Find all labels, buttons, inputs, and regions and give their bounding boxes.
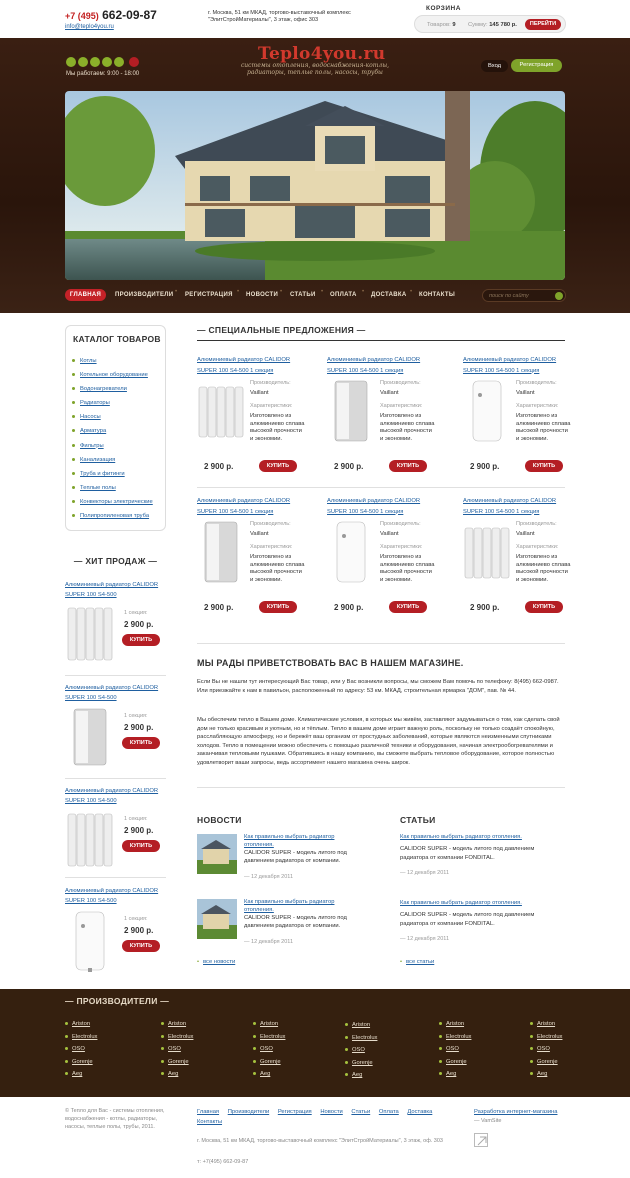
article-text: CALIDOR SUPER - модель литого под давлением радиатора от компании FONDITAL.: [400, 912, 535, 927]
producer-link[interactable]: Gorenje: [439, 1059, 519, 1072]
catalog-item[interactable]: [72, 485, 153, 499]
footer-link[interactable]: Оплата: [378, 1109, 399, 1115]
product-price: 2 900 р.: [204, 462, 234, 471]
buy-button[interactable]: КУПИТЬ: [525, 601, 563, 613]
catalog-item[interactable]: [72, 513, 153, 527]
nav-item-payment[interactable]: ОПЛАТА: [330, 292, 357, 298]
nav-item-contacts[interactable]: КОНТАКТЫ: [419, 292, 456, 298]
site-slogan: системы отопления, водоснабжения-котлы, радиаторы, теплые полы, насосы, трубы: [240, 62, 390, 76]
producer-link[interactable]: Electrolux: [530, 1034, 610, 1047]
footer-link[interactable]: Доставка: [407, 1109, 433, 1115]
all-articles-label[interactable]: все статьи: [406, 959, 435, 965]
social-icon[interactable]: [78, 57, 88, 67]
producer-link[interactable]: Ariston: [439, 1021, 519, 1034]
producer-link[interactable]: Aeg: [161, 1071, 241, 1084]
radiator-image[interactable]: [66, 810, 114, 870]
specials-title: — СПЕЦИАЛЬНЫЕ ПРЕДЛОЖЕНИЯ —: [197, 325, 366, 335]
footer-link[interactable]: Новости: [320, 1109, 343, 1115]
hit-item: [65, 580, 175, 680]
producer-link[interactable]: Electrolux: [345, 1035, 425, 1048]
buy-button[interactable]: КУПИТЬ: [525, 460, 563, 472]
producers-column: [253, 1021, 333, 1084]
buy-button[interactable]: КУПИТЬ: [259, 601, 297, 613]
producers-column: [439, 1021, 519, 1084]
specials-title-text: СПЕЦИАЛЬНЫЕ ПРЕДЛОЖЕНИЯ: [208, 325, 355, 335]
hit-name[interactable]: Алюминиевый радиатор CALIDOR SUPER 100 S4-500: [65, 788, 159, 804]
producer-link[interactable]: OSO: [345, 1047, 425, 1060]
hit-name[interactable]: Алюминиевый радиатор CALIDOR SUPER 100 S4-500: [65, 888, 159, 904]
maker-label: Производитель:: [516, 521, 557, 527]
cart-sum-label: Сумму:: [468, 22, 488, 28]
all-articles-link[interactable]: [400, 959, 434, 965]
catalog-item-label[interactable]: Водонагреватели: [80, 386, 127, 393]
producer-link[interactable]: OSO: [65, 1046, 145, 1059]
catalog-item-label[interactable]: Арматура: [80, 428, 107, 435]
buy-button[interactable]: КУПИТЬ: [389, 601, 427, 613]
nav-item-news[interactable]: НОВОСТИ: [246, 292, 279, 298]
producer-link[interactable]: Electrolux: [439, 1034, 519, 1047]
product-name[interactable]: Алюминиевый радиатор CALIDOR SUPER 100 S4-500 1 секция: [327, 498, 421, 515]
char-label: Характеристики:: [380, 403, 423, 409]
producer-link[interactable]: Electrolux: [65, 1034, 145, 1047]
catalog-item-label[interactable]: Труба и фитинги: [80, 470, 125, 477]
producer-link[interactable]: Aeg: [65, 1071, 145, 1084]
cart-sum: [468, 22, 517, 28]
product-price: 2 900 р.: [470, 462, 500, 471]
maker-label: Производитель:: [516, 380, 557, 386]
boiler-image[interactable]: [197, 518, 245, 586]
producer-link[interactable]: Aeg: [530, 1071, 610, 1084]
nav-item-delivery[interactable]: ДОСТАВКА: [371, 292, 407, 298]
radiator-image[interactable]: [66, 604, 114, 664]
char-value: Изготовлено из алюминиево сплава высокой прочности и экономии.: [250, 554, 305, 583]
nav-item-registration[interactable]: РЕГИСТРАЦИЯ: [185, 292, 233, 298]
news-text: CALIDOR SUPER - модель литого под давлением радиатора от компании.: [244, 915, 347, 929]
social-icon[interactable]: [90, 57, 100, 67]
nav-item-producers[interactable]: ПРОИЗВОДИТЕЛИ: [115, 292, 174, 298]
producer-link[interactable]: Ariston: [253, 1021, 333, 1034]
footer-phone: т: +7(495) 662-09-87: [197, 1159, 249, 1165]
news-title: НОВОСТИ: [197, 815, 242, 825]
producers-title: — ПРОИЗВОДИТЕЛИ —: [65, 996, 170, 1006]
welcome-paragraph: Мы обеспечим тепло в Вашем доме. Климатические условия, в которых мы живём, заставляют задумываться о том, как сделать свой дом не только красивым и уютным, но и тёплым. Тепло в вашем доме играет важную роль, поскольку не только создаёт спокойную, расслабляющую атмосферу, но и бережёт ваш организм от простудных заболеваний, которые являются неизменными спутниками холодов. Тепло в помещении можно обеспечить с помощью различной техники и оборудования, начиная электрообогревателями и заканчивая тепловыми пушками. Обратившись в нашу компанию, вы сможете выбрать тепловое оборудование, которое полностью удовлетворит ваши запросы, ведь ассортимент нашего магазина очень широк.: [197, 717, 560, 766]
hero-house-image: [65, 91, 565, 280]
producer-link[interactable]: Gorenje: [345, 1060, 425, 1073]
footer-link[interactable]: Регистрация: [277, 1109, 312, 1115]
catalog-item-label[interactable]: Полипропиленовая труба: [80, 513, 150, 520]
email-link[interactable]: info@teplo4you.ru: [65, 24, 114, 30]
news-item: [197, 899, 367, 951]
developer-link[interactable]: Разработка интернет-магазина: [474, 1109, 558, 1115]
hits-title: — ХИТ ПРОДАЖ —: [73, 556, 158, 566]
producers-column: [161, 1021, 241, 1084]
hit-price: 2 900 р.: [124, 826, 154, 835]
catalog-item[interactable]: [72, 400, 153, 414]
article-link[interactable]: Как правильно выбрать радиатор отопления.: [400, 834, 522, 840]
social-icon[interactable]: [129, 57, 139, 67]
maker-value: Vaillant: [516, 531, 535, 537]
catalog-item[interactable]: [72, 372, 153, 386]
product-price: 2 900 р.: [334, 462, 364, 471]
catalog-item[interactable]: [72, 443, 153, 457]
producer-link[interactable]: Ariston: [161, 1021, 241, 1034]
catalog-box: [65, 325, 166, 531]
char-value: Изготовлено из алюминиево сплава высокой прочности и экономии.: [250, 413, 305, 442]
social-icon[interactable]: [66, 57, 76, 67]
producer-link[interactable]: Ariston: [345, 1022, 425, 1035]
product-name[interactable]: Алюминиевый радиатор CALIDOR SUPER 100 S4-500 1 секция: [463, 357, 557, 374]
char-value: Изготовлено из алюминиево сплава высокой прочности и экономии.: [516, 554, 571, 583]
copyright: © Тепло для Вас - системы отопления, водоснабжения - котлы, радиаторы, насосы, теплые полы, трубы, 2011.: [65, 1108, 165, 1130]
producers-column: [530, 1021, 610, 1084]
product-card: [463, 355, 573, 485]
article-date: — 12 декабря 2011: [400, 936, 450, 942]
catalog-item[interactable]: [72, 428, 153, 442]
product-card: [197, 355, 307, 485]
hit-price: 2 900 р.: [124, 926, 154, 935]
producer-link[interactable]: Ariston: [65, 1021, 145, 1034]
footer-link[interactable]: Главная: [197, 1109, 220, 1115]
article-text: CALIDOR SUPER - модель литого под давлением радиатора от компании FONDITAL.: [400, 846, 535, 861]
footer-link[interactable]: Контакты: [197, 1119, 223, 1125]
cart-widget: [412, 2, 567, 34]
hit-name[interactable]: Алюминиевый радиатор CALIDOR SUPER 100 S4-500: [65, 582, 159, 598]
hit-price: 2 900 р.: [124, 620, 154, 629]
footer-link[interactable]: Производители: [227, 1109, 270, 1115]
catalog-item[interactable]: [72, 358, 153, 372]
nav-item-home[interactable]: ГЛАВНАЯ: [65, 289, 106, 301]
producer-link[interactable]: Gorenje: [161, 1059, 241, 1072]
char-label: Характеристики:: [380, 544, 423, 550]
catalog-item-label[interactable]: Насосы: [80, 414, 101, 421]
news-date: — 12 декабря 2011: [244, 939, 294, 945]
producer-link[interactable]: Electrolux: [253, 1034, 333, 1047]
phone-number: 662-09-87: [102, 8, 157, 22]
footer-nav: [197, 1107, 467, 1127]
maker-label: Производитель:: [250, 521, 291, 527]
all-news-link[interactable]: [197, 959, 235, 965]
cart-box: [414, 15, 566, 33]
product-card: [197, 496, 307, 626]
product-card: [463, 496, 573, 626]
catalog-list: [72, 358, 153, 527]
hit-item: [65, 886, 175, 986]
cart-items-count: 9: [452, 22, 456, 28]
producer-link[interactable]: Aeg: [345, 1072, 425, 1085]
producer-link[interactable]: Gorenje: [253, 1059, 333, 1072]
producer-link[interactable]: OSO: [439, 1046, 519, 1059]
buy-button[interactable]: КУПИТЬ: [122, 940, 160, 952]
search-input[interactable]: [482, 289, 566, 302]
producers-column: [345, 1022, 425, 1085]
boiler-image[interactable]: [327, 518, 375, 586]
hit-item: [65, 683, 175, 783]
radiator-image[interactable]: [463, 518, 511, 586]
login-button[interactable]: Вход: [481, 60, 508, 72]
news-item: [197, 834, 367, 886]
producer-link[interactable]: OSO: [253, 1046, 333, 1059]
footer-address: г. Москва, 51 км МКАД, торгово-выставочный комплекс "ЭлитСтройМатериалы", 3 этаж, оф. 303: [197, 1138, 443, 1144]
nav-separator: •: [410, 289, 413, 295]
social-icons: [66, 57, 139, 67]
maker-value: Vaillant: [250, 390, 269, 396]
maker-value: Vaillant: [516, 390, 535, 396]
producers-title-text: ПРОИЗВОДИТЕЛИ: [76, 996, 158, 1006]
developer-name: — VamSite: [474, 1118, 502, 1124]
buy-button[interactable]: КУПИТЬ: [259, 460, 297, 472]
divider: [197, 487, 565, 488]
boiler-image[interactable]: [463, 377, 511, 445]
nav-separator: •: [362, 289, 365, 295]
char-value: Изготовлено из алюминиево сплава высокой прочности и экономии.: [380, 554, 435, 583]
divider: [197, 643, 565, 644]
footer-link[interactable]: Статьи: [351, 1109, 371, 1115]
catalog-item[interactable]: [72, 414, 153, 428]
top-address: г. Москва, 51 км МКАД, торгово-выставочный комплекс "ЭлитСтройМатериалы", 3 этаж, офис 303: [208, 10, 351, 23]
work-hours: Мы работаем: 9:00 - 18:00: [66, 71, 140, 77]
maker-label: Производитель:: [250, 380, 291, 386]
producer-link[interactable]: OSO: [161, 1046, 241, 1059]
cart-title: КОРЗИНА: [426, 5, 461, 12]
articles-title: СТАТЬИ: [400, 815, 436, 825]
catalog-item[interactable]: [72, 499, 153, 513]
producer-link[interactable]: Ariston: [530, 1021, 610, 1034]
maker-value: Vaillant: [250, 531, 269, 537]
product-price: 2 900 р.: [470, 603, 500, 612]
cart-items: [427, 22, 456, 28]
product-price: 2 900 р.: [334, 603, 364, 612]
hit-unit: 1 секция:: [124, 916, 148, 922]
char-label: Характеристики:: [250, 544, 293, 550]
producer-link[interactable]: Gorenje: [65, 1059, 145, 1072]
char-value: Изготовлено из алюминиево сплава высокой прочности и экономии.: [516, 413, 571, 442]
char-label: Характеристики:: [516, 403, 559, 409]
producer-link[interactable]: Aeg: [439, 1071, 519, 1084]
maker-label: Производитель:: [380, 521, 421, 527]
product-card: [327, 355, 437, 485]
buy-button[interactable]: КУПИТЬ: [389, 460, 427, 472]
divider: [65, 675, 166, 676]
news-link[interactable]: Как правильно выбрать радиатор отопления.: [244, 834, 335, 848]
catalog-item-label[interactable]: Теплые полы: [80, 484, 116, 491]
phone: [65, 8, 157, 22]
nav-separator: •: [175, 289, 178, 295]
catalog-item-label[interactable]: Радиаторы: [80, 400, 110, 407]
hit-unit: 1 секция:: [124, 816, 148, 822]
arrow-icon[interactable]: [474, 1133, 488, 1147]
catalog-item-label[interactable]: Канализация: [80, 456, 116, 463]
article-item: [400, 834, 570, 886]
welcome-paragraph: Если Вы не нашли тут интересующий Вас товар, или у Вас возникли вопросы, мы сможем Вам помочь по телефону: 8(495) 662-0987. Или приезжайте к нам в павильон, расположенный по адресу: 53 км. МКАД, строительная ярмарка "ДОМ", пав. № 44.: [197, 679, 559, 694]
producer-link[interactable]: Gorenje: [530, 1059, 610, 1072]
hit-unit: 1 секция:: [124, 713, 148, 719]
product-name[interactable]: Алюминиевый радиатор CALIDOR SUPER 100 S4-500 1 секция: [463, 498, 557, 515]
news-text: CALIDOR SUPER - модель литого под давлением радиатора от компании.: [244, 850, 347, 864]
producer-link[interactable]: Electrolux: [161, 1034, 241, 1047]
buy-button[interactable]: КУПИТЬ: [122, 737, 160, 749]
divider: [65, 877, 166, 878]
boiler-image[interactable]: [66, 707, 114, 767]
search-placeholder: поиск по сайту: [489, 293, 529, 299]
maker-value: Vaillant: [380, 531, 399, 537]
product-name[interactable]: Алюминиевый радиатор CALIDOR SUPER 100 S4-500 1 секция: [197, 498, 291, 515]
hits-title-text: ХИТ ПРОДАЖ: [85, 556, 146, 566]
catalog-title: КАТАЛОГ ТОВАРОВ: [73, 334, 161, 344]
cart-sum-value: 145 780 р.: [489, 22, 517, 28]
search-icon[interactable]: [555, 292, 563, 300]
divider: [197, 340, 565, 341]
nav-separator: •: [280, 289, 283, 295]
catalog-item[interactable]: [72, 386, 153, 400]
hit-item: [65, 786, 175, 886]
news-thumbnail[interactable]: [197, 899, 237, 939]
buy-button[interactable]: КУПИТЬ: [122, 634, 160, 646]
boiler-image[interactable]: [66, 910, 114, 970]
buy-button[interactable]: КУПИТЬ: [122, 840, 160, 852]
article-item: [400, 900, 570, 952]
hit-price: 2 900 р.: [124, 723, 154, 732]
catalog-item-label[interactable]: Котельное оборудование: [80, 372, 148, 379]
catalog-item-label[interactable]: Фильтры: [80, 442, 104, 449]
nav-item-articles[interactable]: СТАТЬИ: [290, 292, 316, 298]
phone-prefix: +7 (495): [65, 11, 99, 21]
divider: [65, 778, 166, 779]
social-icon[interactable]: [102, 57, 112, 67]
social-icon[interactable]: [114, 57, 124, 67]
catalog-item-label[interactable]: Конвекторы электрические: [80, 498, 153, 505]
news-thumbnail[interactable]: [197, 834, 237, 874]
product-card: [327, 496, 437, 626]
nav-separator: •: [237, 289, 240, 295]
producer-link[interactable]: OSO: [530, 1046, 610, 1059]
product-name[interactable]: Алюминиевый радиатор CALIDOR SUPER 100 S4-500 1 секция: [197, 357, 291, 374]
news-link[interactable]: Как правильно выбрать радиатор отопления.: [244, 899, 335, 913]
hit-unit: 1 секция:: [124, 610, 148, 616]
news-date: — 12 декабря 2011: [244, 874, 294, 880]
site-logo[interactable]: Teplo4you.ru: [258, 44, 386, 64]
char-label: Характеристики:: [250, 403, 293, 409]
producer-link[interactable]: Aeg: [253, 1071, 333, 1084]
boiler-image[interactable]: [327, 377, 375, 445]
catalog-item[interactable]: [72, 471, 153, 485]
article-link[interactable]: Как правильно выбрать радиатор отопления.: [400, 900, 522, 906]
char-value: Изготовлено из алюминиево сплава высокой прочности и экономии.: [380, 413, 435, 442]
maker-value: Vaillant: [380, 390, 399, 396]
cart-go-button[interactable]: ПЕРЕЙТИ: [525, 19, 561, 30]
catalog-item[interactable]: [72, 457, 153, 471]
radiator-image[interactable]: [197, 377, 245, 445]
char-label: Характеристики:: [516, 544, 559, 550]
all-news-label[interactable]: все новости: [203, 959, 236, 965]
nav-separator: •: [321, 289, 324, 295]
maker-label: Производитель:: [380, 380, 421, 386]
product-name[interactable]: Алюминиевый радиатор CALIDOR SUPER 100 S4-500 1 секция: [327, 357, 421, 374]
product-price: 2 900 р.: [204, 603, 234, 612]
cart-items-label: Товаров:: [427, 22, 451, 28]
article-date: — 12 декабря 2011: [400, 870, 450, 876]
catalog-item-label[interactable]: Котлы: [80, 358, 97, 364]
welcome-title: МЫ РАДЫ ПРИВЕТСТВОВАТЬ ВАС В НАШЕМ МАГАЗИНЕ.: [197, 658, 464, 668]
producers-column: [65, 1021, 145, 1084]
register-button[interactable]: Регистрация: [511, 59, 562, 72]
hit-name[interactable]: Алюминиевый радиатор CALIDOR SUPER 100 S4-500: [65, 685, 159, 701]
divider: [197, 787, 565, 788]
